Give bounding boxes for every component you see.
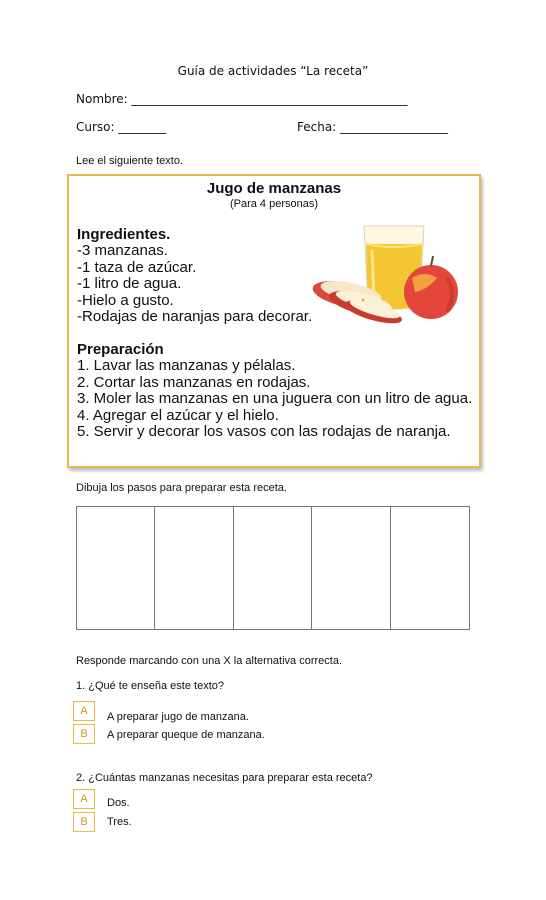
steps-heading: Preparación (77, 341, 164, 358)
option-text: Tres. (107, 816, 132, 828)
recipe-box (67, 174, 481, 468)
drawing-cell[interactable] (312, 507, 390, 629)
step-item: 4. Agregar el azúcar y el hielo. (77, 406, 279, 424)
draw-instruction: Dibuja los pasos para preparar esta receta. (76, 482, 287, 494)
answer-instruction: Responde marcando con una X la alternativa correcta. (76, 655, 342, 667)
option-box-a[interactable]: A (73, 789, 95, 809)
ingredients-heading: Ingredientes. (77, 226, 171, 243)
fecha-field: Fecha: __________________ (297, 120, 449, 134)
curso-field: Curso: ________ (76, 120, 167, 134)
drawing-cell[interactable] (234, 507, 312, 629)
ingredient-item: -1 litro de agua. (77, 275, 182, 292)
option-text: A preparar queque de manzana. (107, 729, 265, 741)
question-2: 2. ¿Cuántas manzanas necesitas para preparar esta receta? (76, 772, 373, 784)
recipe-subtitle: (Para 4 personas) (229, 198, 319, 210)
worksheet-title: Guía de actividades “La receta” (177, 64, 369, 78)
option-box-b[interactable]: B (73, 724, 95, 744)
step-item: 2. Cortar las manzanas en rodajas. (77, 373, 311, 391)
drawing-cell[interactable] (77, 507, 155, 629)
step-item: 5. Servir y decorar los vasos con las rodajas de naranja. (77, 423, 451, 440)
option-box-a[interactable]: A (73, 701, 95, 721)
step-item: 3. Moler las manzanas en una juguera con un litro de agua. (77, 390, 473, 407)
recipe-title: Jugo de manzanas (206, 180, 342, 197)
nombre-field: Nombre: ______________________________________________ (76, 92, 408, 106)
ingredient-item: -Rodajas de naranjas para decorar. (77, 308, 313, 325)
ingredient-item: -1 taza de azúcar. (77, 258, 197, 276)
intro-instruction: Lee el siguiente texto. (76, 155, 184, 167)
apple-juice-illustration (307, 220, 462, 325)
option-box-b[interactable]: B (73, 812, 95, 832)
ingredient-item: -Hielo a gusto. (77, 291, 174, 309)
option-text: A preparar jugo de manzana. (107, 711, 249, 723)
option-text: Dos. (107, 797, 130, 809)
question-1: 1. ¿Qué te enseña este texto? (76, 680, 224, 692)
drawing-grid[interactable] (76, 506, 470, 630)
step-item: 1. Lavar las manzanas y pélalas. (77, 357, 296, 374)
ingredient-item: -3 manzanas. (77, 242, 168, 259)
drawing-cell[interactable] (391, 507, 469, 629)
drawing-cell[interactable] (155, 507, 233, 629)
